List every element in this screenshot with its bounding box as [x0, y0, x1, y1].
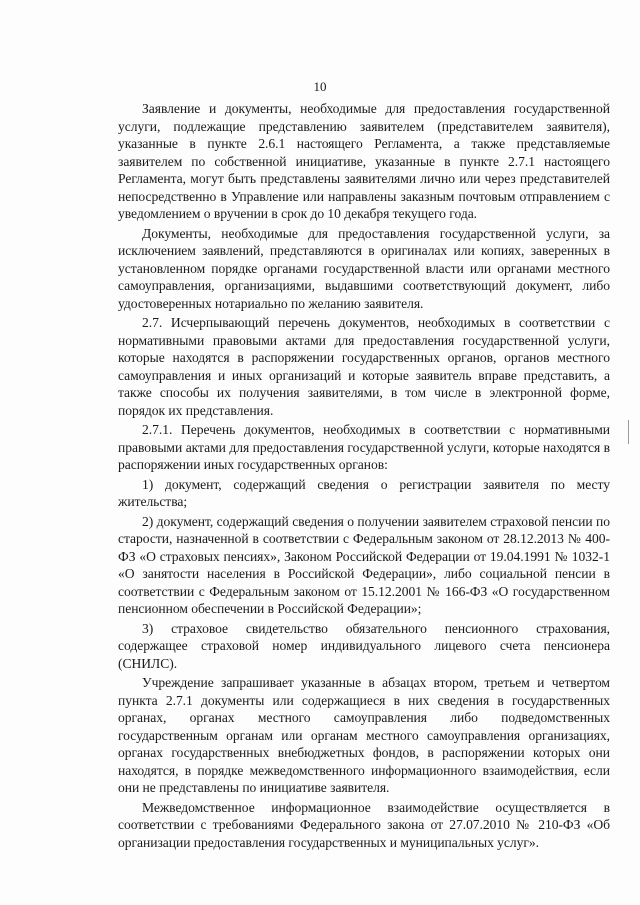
list-item-pension-document: 2) документ, содержащий сведения о получении заявителем страховой пенсии по старости, назначенной в соответствии с Федеральным законом от 28.12.2013 № 400-ФЗ «О страховых пенсиях», Законом Российской Федерации от 19.04.1991 № 1032-1 «О занятости населения в Российской Федерации», либо социальной пенсии в соответствии с Федеральным законом от 15.12.2001 № 166-ФЗ «О государственном пенсионном обеспечении в Российской Федерации»; [118, 513, 610, 616]
paragraph-section-2-7-1: 2.7.1. Перечень документов, необходимых в соответствии с нормативными правовыми актами для предоставления государственной услуги, которые находятся в распоряжении иных государственных органов: [118, 422, 610, 472]
paragraph-interagency-request: Учреждение запрашивает указанные в абзацах втором, третьем и четвертом пункта 2.7.1 документы или содержащиеся в них сведения в государственных органах, органах местного самоуправления либо подведомственных государственным органам или органам местного самоуправления организациях, органах государственных внебюджетных фондов, в распоряжении которых они находятся, в порядке межведомственного информационного взаимодействия, если они не представлены по инициативе заявителя. [118, 675, 610, 795]
paragraph-interagency-interaction: Межведомственное информационное взаимодействие осуществляется в соответствии с требованиями Федерального закона от 27.07.2010 № 210-ФЗ «Об организации предоставления государственных и муниципальных услуг». [118, 799, 610, 850]
page-number: 10 [313, 79, 327, 94]
list-item-registration-document: 1) документ, содержащий сведения о регистрации заявителя по месту жительства; [118, 476, 610, 509]
paragraph-section-2-7: 2.7. Исчерпывающий перечень документов, необходимых в соответствии с нормативными правовыми актами для предоставления государственной услуги, которые находятся в распоряжении государственных органов, органов местного самоуправления и иных организаций и которые заявитель вправе представить, а также способы их получения заявителями, в том числе в электронной форме, порядок их представления. [118, 315, 610, 418]
paragraph-submission-of-documents: Заявление и документы, необходимые для предоставления государственной услуги, подлежащие представлению заявителем (представителем заявителя), указанные в пункте 2.6.1 настоящего Регламента, а также представляемые заявителем по собственной инициативе, указанные в пункте 2.7.1 настоящего Регламента, могут быть представлены заявителями лично или через представителей непосредственно в Управление или направлены заказным почтовым отправлением с уведомлением о вручении в срок до 10 декабря текущего года. [118, 101, 610, 221]
scan-edge-mark [628, 420, 629, 444]
list-item-snils-certificate: 3) страховое свидетельство обязательного пенсионного страхования, содержащее страховой номер индивидуального лицевого счета пенсионера (СНИЛС). [118, 620, 610, 671]
document-body [118, 100, 610, 853]
paragraph-originals-or-copies: Документы, необходимые для предоставления государственной услуги, за исключением заявлений, представляются в оригиналах или копиях, заверенных в установленном порядке органами государственной власти или органами местного самоуправления, организациями, выдавшими соответствующий документ, либо удостоверенных нотариально по желанию заявителя. [118, 225, 610, 311]
